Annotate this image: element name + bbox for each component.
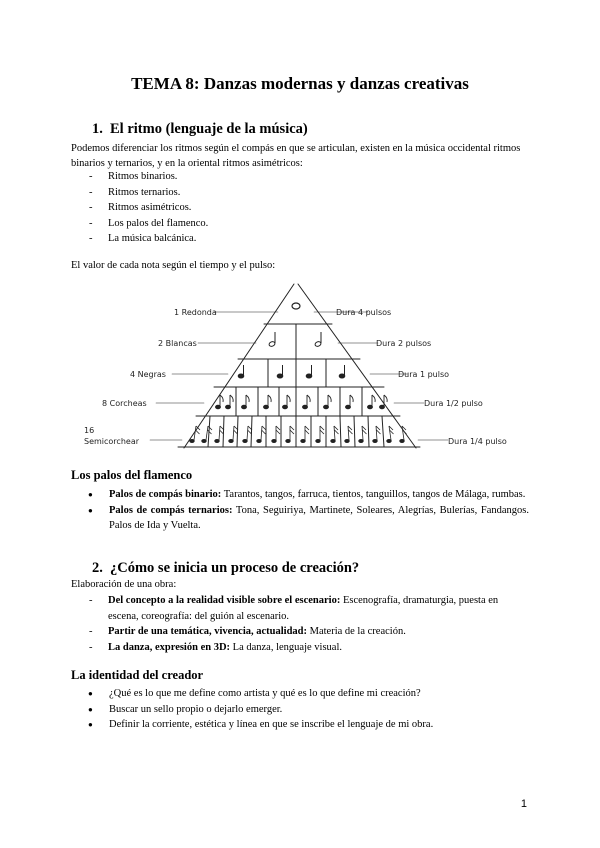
rhythm-list [71, 169, 208, 247]
list-item: - Los palos del flamenco. [71, 216, 208, 232]
flamenco-list [71, 487, 529, 534]
list-item: - Ritmos ternarios. [71, 185, 208, 201]
list-item-text: Materia de la creación. [307, 626, 406, 637]
diagram-label-left: 1 Redonda [174, 308, 217, 317]
ternary-text: Tona, Seguiriya, Martinete, Soleares, Alegrías, Bulerías, Fandangos. Palos de Ida y Vuelta. [109, 504, 529, 531]
creator-list [71, 686, 529, 733]
list-item: ● Buscar un sello propio o dejarlo emerger. [71, 702, 529, 718]
note-pyramid-diagram [78, 276, 528, 458]
flamenco-heading: Los palos del flamenco [71, 468, 193, 482]
section-2-number: 2. [92, 560, 103, 576]
list-item-text: Escenografía, dramaturgia, puesta en escena, coreografía: del guión al escenario. [108, 595, 499, 622]
creator-heading: La identidad del creador [71, 668, 204, 682]
half-notes-icon [268, 332, 321, 347]
section-1-heading [92, 121, 308, 138]
diagram-label-right: Dura 1 pulso [398, 370, 450, 379]
diagram-label-left: 2 Blancas [158, 339, 197, 348]
binary-label: Palos de compás binario: [109, 489, 222, 500]
list-item [71, 640, 529, 656]
section-1-intro: Podemos diferenciar los ritmos según el compás en que se articulan, existen en la música occidental ritmos binarios y ternarios, y en la oriental ritmos asimétricos: [71, 143, 521, 169]
list-item [71, 624, 529, 640]
diagram-label-right: Dura 2 pulsos [376, 339, 432, 348]
list-item: ● Definir la corriente, estética y línea en que se inscribe el lenguaje de mi obra. [71, 717, 529, 733]
diagram-label-right: Dura 4 pulsos [336, 308, 392, 317]
diagram-label-left: 4 Negras [130, 370, 166, 379]
list-item-bold: Partir de una temática, vivencia, actualidad: [108, 626, 307, 637]
section-1-title: El ritmo (lenguaje de la música) [110, 121, 308, 137]
list-item [71, 593, 529, 624]
diagram-label-left: Semicorchear [84, 437, 140, 446]
whole-note-icon [292, 303, 300, 309]
list-item-bold: Del concepto a la realidad visible sobre el escenario: [108, 595, 341, 606]
quarter-notes-icon [238, 365, 345, 378]
eighth-notes-icon [216, 395, 388, 409]
diagram-label-right: Dura 1/4 pulso [448, 437, 507, 446]
diagram-label-left: 8 Corcheas [102, 399, 147, 408]
list-item: ● ¿Qué es lo que me define como artista y qué es lo que define mi creación? [71, 686, 529, 702]
list-item [71, 503, 529, 534]
section-2-heading [92, 560, 359, 577]
section-1-number: 1. [92, 121, 103, 137]
list-item: - Ritmos asimétricos. [71, 200, 208, 216]
diagram-label-right: Dura 1/2 pulso [424, 399, 483, 408]
sixteenth-notes-icon [190, 426, 407, 443]
note-values-intro: El valor de cada nota según el tiempo y el pulso: [71, 260, 276, 271]
diagram-label-left-top: 16 [84, 426, 95, 435]
list-item-text: La danza, lenguaje visual. [230, 641, 342, 653]
list-item-bold: La danza, expresión en 3D: [108, 641, 231, 653]
list-item: - La música balcánica. [71, 231, 208, 247]
page-title: TEMA 8: Danzas modernas y danzas creativas [131, 74, 469, 93]
list-item: - Ritmos binarios. [71, 169, 208, 185]
list-item [71, 487, 529, 503]
binary-text: Tarantos, tangos, farruca, tientos, tanguillos, tangos de Málaga, rumbas. [221, 489, 526, 500]
creation-list [71, 593, 529, 655]
page-number: 1 [520, 798, 527, 810]
section-2-intro: Elaboración de una obra: [71, 579, 177, 590]
section-2-title: ¿Cómo se inicia un proceso de creación? [110, 560, 360, 576]
ternary-label: Palos de compás ternarios: [109, 504, 233, 516]
